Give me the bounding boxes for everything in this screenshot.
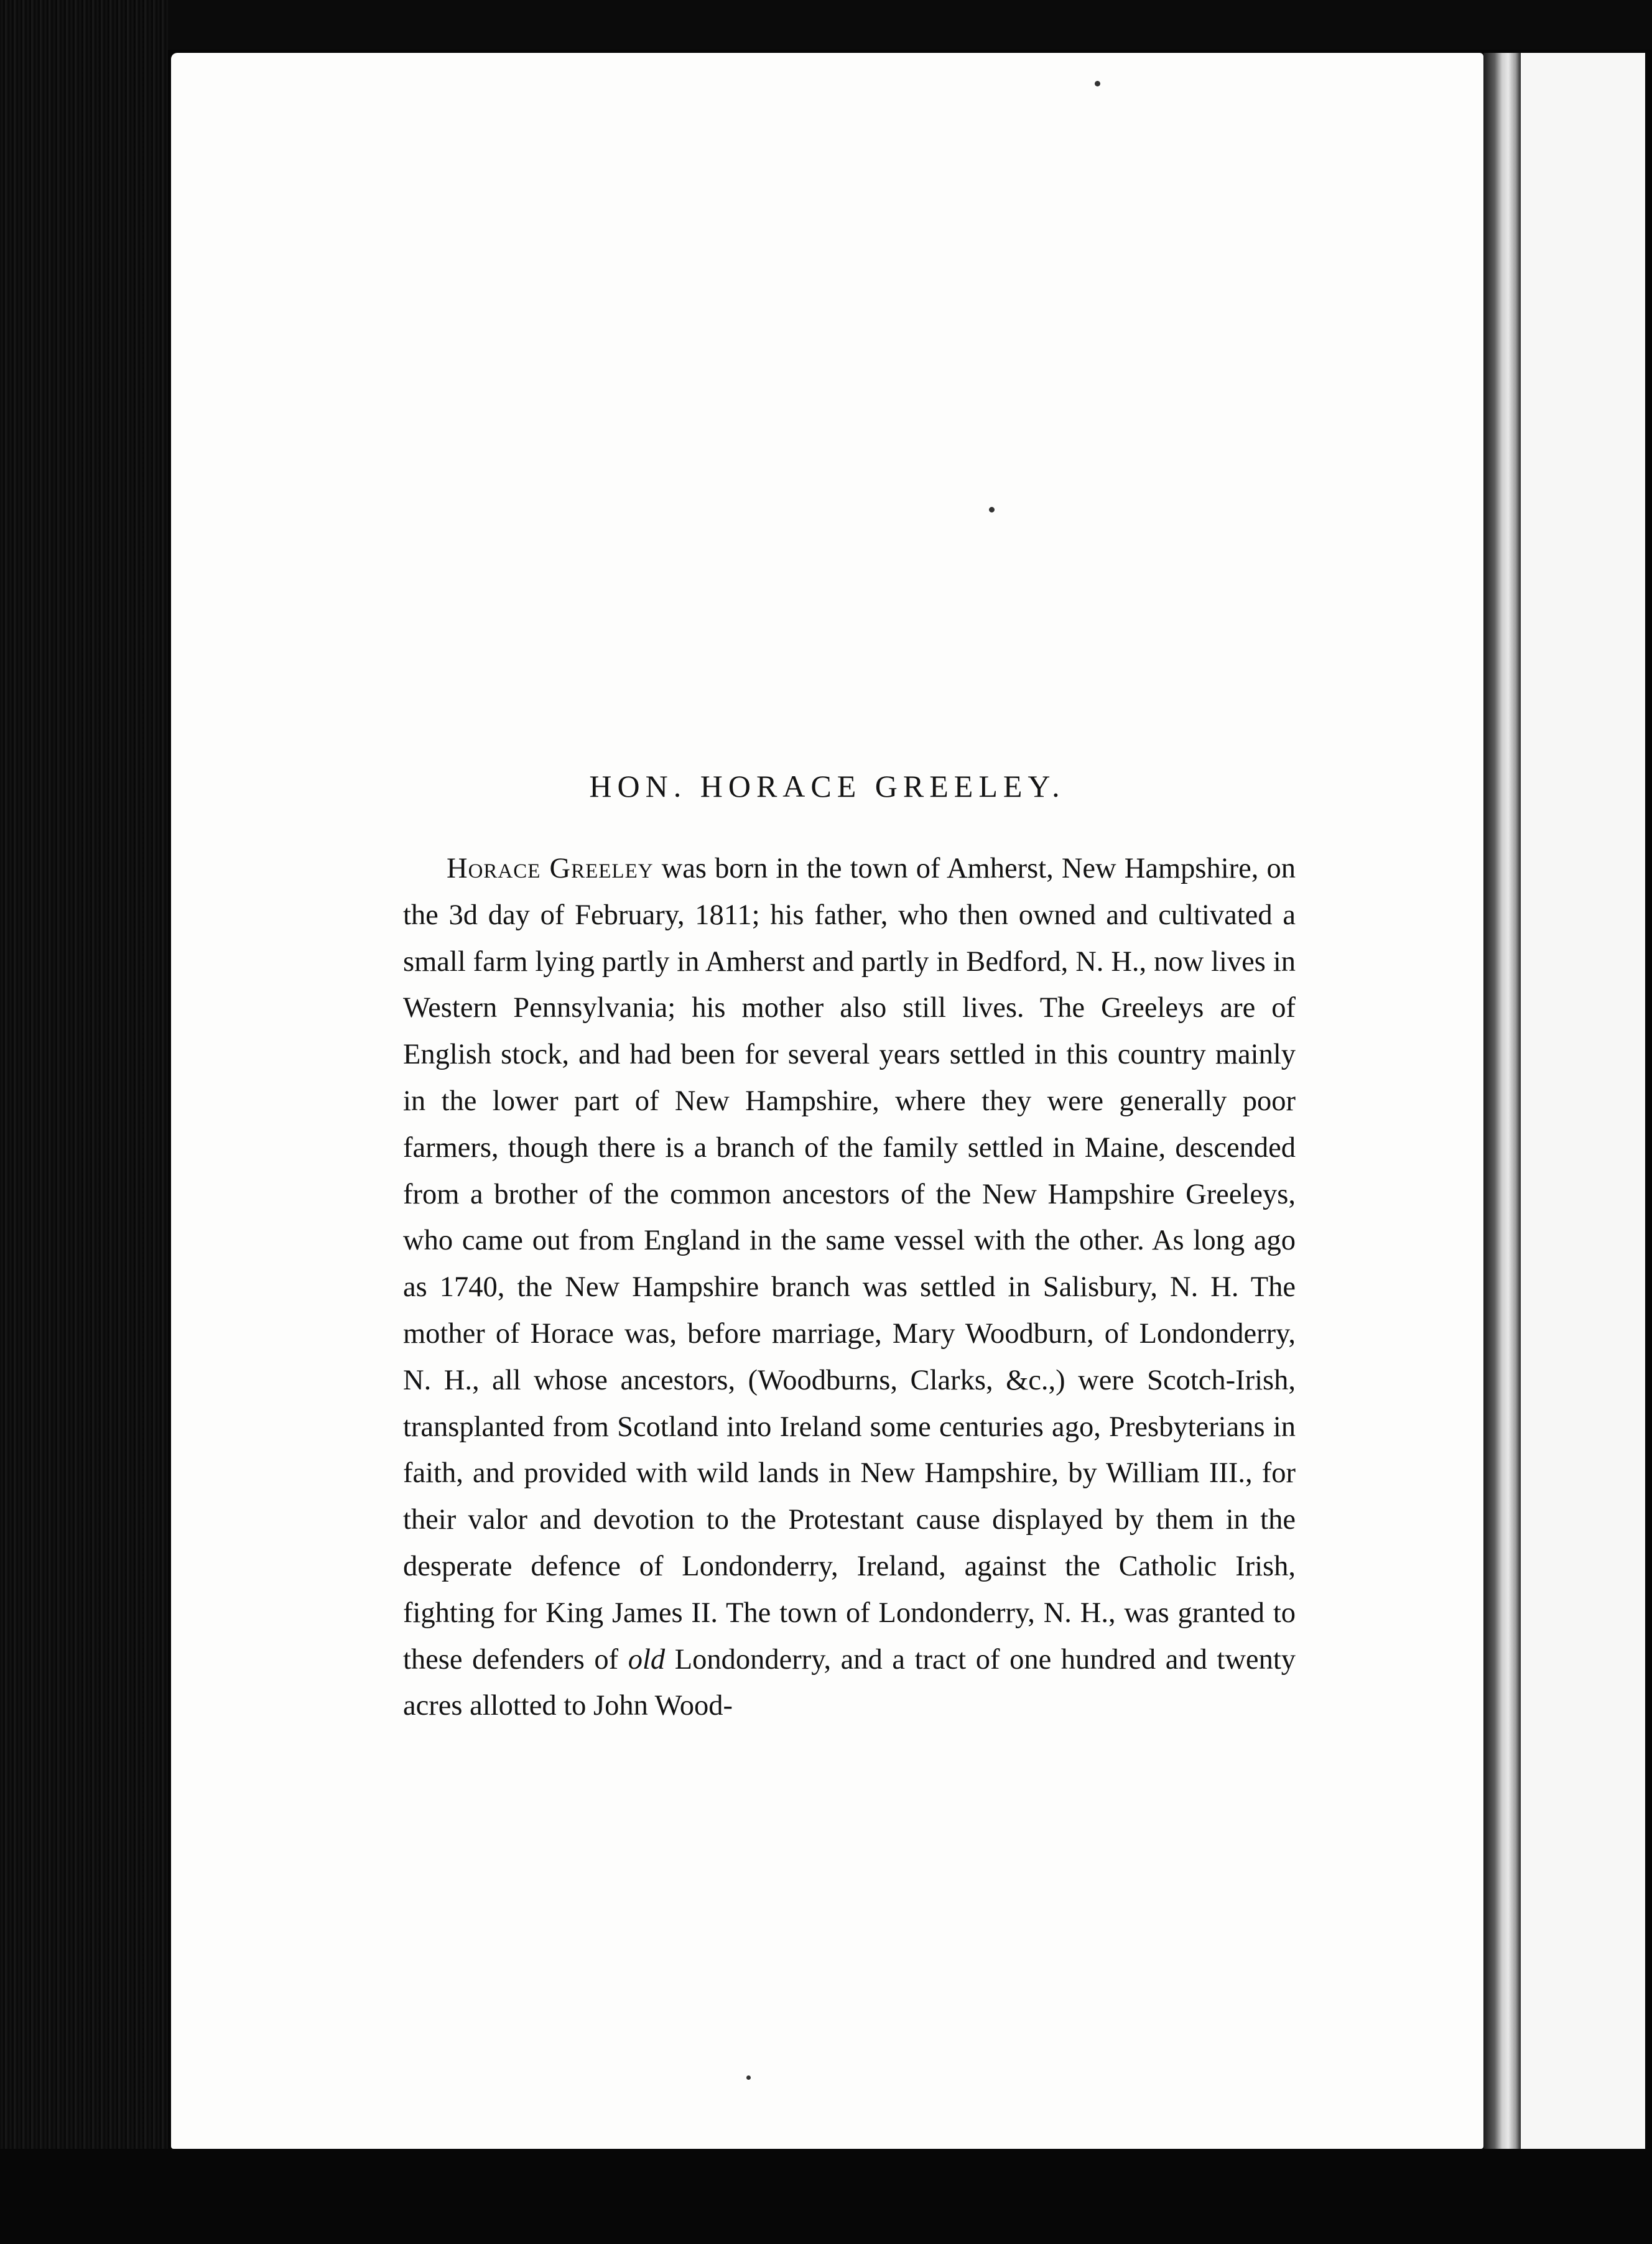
chapter-title: HON. HORACE GREELEY. [589,769,1065,804]
scan-border-top [168,0,1652,50]
book-gutter [1483,53,1521,2149]
facing-page-edge [1521,53,1645,2149]
body-paragraph [403,846,1296,1730]
page-speck [989,507,995,512]
lead-name: Horace Greeley [447,853,654,884]
italic-word: old [628,1643,666,1676]
page-speck [746,2075,751,2080]
scan-border-bottom [0,2149,1652,2244]
paragraph-text: was born in the town of Amherst, New Hampshire, on the 3d day of February, 1811; his father, who then owned and cultivated a small farm lying partly in Amherst and partly in Bedford, N. H., now lives in Western Pennsylvania; his mother also still lives. The Greeleys are of English stock, and had been for several years settled in this country mainly in the lower part of New Hampshire, where they were generally poor farmers, though there is a branch of the family settled in Maine, descended from a brother of the common ancestors of the New Hampshire Greeleys, who came out from England in the same vessel with the other. As long ago as 1740, the New Hampshire branch was settled in Salisbury, N. H. The mother of Horace was, before marriage, Mary Woodburn, of Londonderry, N. H., all whose ancestors, (Woodburns, Clarks, &c.,) were Scotch-Irish, transplanted from Scotland into Ireland some centuries ago, Presbyterians in faith, and provided with wild lands in New Hampshire, by William III., for their valor and devotion to the Protestant cause displayed by them in the desperate defence of Londonderry, Ireland, against the Catholic Irish, fighting for King James II. The town of Londonderry, N. H., was granted to these defenders of [403,853,1296,1676]
page-speck [1095,81,1100,86]
scan-border-left [0,0,168,2244]
paragraph-text-end: Londonderry, and a tract of one hundred and twenty acres allotted to John Wood- [403,1643,1296,1722]
